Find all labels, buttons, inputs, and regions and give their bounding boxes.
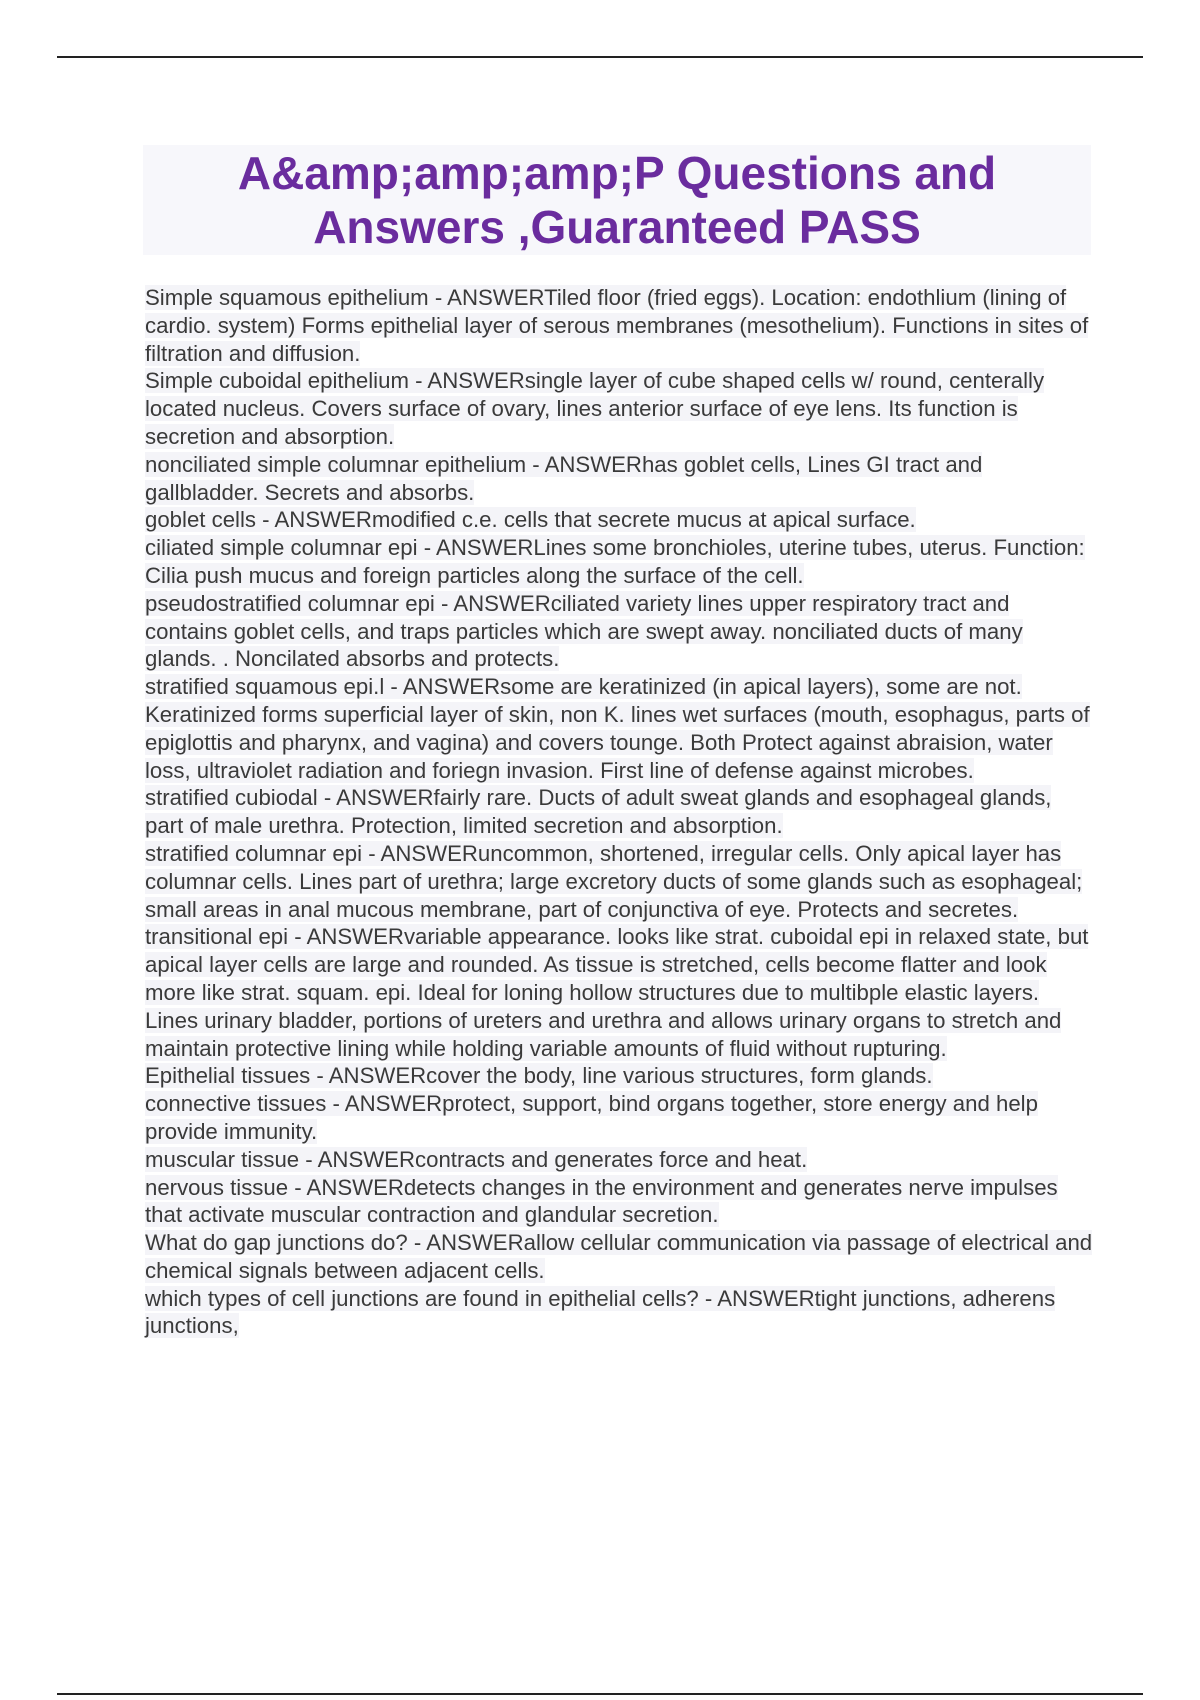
qa-entry-text: stratified squamous epi.l - ANSWERsome are keratinized (in apical layers), some are not. Keratinized forms superficial layer of skin, non K. lines wet surfaces (mouth, esophagus, parts of epiglottis and pharynx, and vagina) and covers tounge. Both Protect against abraision, water loss, ultraviolet radiation and foriegn invasion. First line of defense against microbes. (145, 674, 1090, 783)
qa-entry (145, 1146, 1093, 1174)
qa-entry-text: Simple squamous epithelium - ANSWERTiled floor (fried eggs). Location: endothlium (lining of cardio. system) Forms epithelial layer of serous membranes (mesothelium). Functions in sites of filtration and diffusion. (145, 285, 1089, 366)
qa-entry (145, 451, 1093, 507)
qa-entry-text: nervous tissue - ANSWERdetects changes in the environment and generates nerve impulses that activate muscular contraction and glandular secretion. (145, 1174, 1058, 1228)
qa-entry (145, 534, 1093, 590)
qa-entry-text: pseudostratified columnar epi - ANSWERciliated variety lines upper respiratory tract and contains goblet cells, and traps particles which are swept away. nonciliated ducts of many glands. . Noncilated absorbs and protects. (145, 590, 1023, 672)
qa-entry (145, 1062, 1093, 1090)
document-body (145, 284, 1093, 1340)
qa-entry-text: What do gap junctions do? - ANSWERallow cellular communication via passage of electrical and chemical signals between adjacent cells. (145, 1230, 1093, 1283)
header-rule (57, 56, 1143, 58)
qa-entry-text: stratified columnar epi - ANSWERuncommon, shortened, irregular cells. Only apical layer has columnar cells. Lines part of urethra; large excretory ducts of some glands such as esophageal; small areas in anal mucous membrane, part of conjunctiva of eye. Protects and secretes. (145, 840, 1083, 922)
qa-entry-text: ciliated simple columnar epi - ANSWERLines some bronchioles, uterine tubes, uterus. Function: Cilia push mucus and foreign particles along the surface of the cell. (145, 535, 1085, 588)
document-title: A&amp;amp;amp;P Questions and Answers ,Guaranteed PASS (237, 147, 997, 253)
qa-entry (145, 840, 1093, 923)
qa-entry (145, 506, 1093, 534)
qa-entry (145, 1229, 1093, 1285)
footer-rule (57, 1693, 1143, 1695)
qa-entry-text: connective tissues - ANSWERprotect, support, bind organs together, store energy and help provide immunity. (145, 1091, 1038, 1144)
qa-entry (145, 1090, 1093, 1146)
qa-entry-text: stratified cubiodal - ANSWERfairly rare. Ducts of adult sweat glands and esophageal glands, part of male urethra. Protection, limited secretion and absorption. (145, 785, 1052, 839)
qa-entry (145, 590, 1093, 673)
qa-entry-text: goblet cells - ANSWERmodified c.e. cells that secrete mucus at apical surface. (145, 507, 916, 533)
qa-entry-text: muscular tissue - ANSWERcontracts and generates force and heat. (145, 1146, 808, 1172)
qa-entry (145, 673, 1093, 784)
qa-entry (145, 1285, 1093, 1341)
qa-entry-text: which types of cell junctions are found in epithelial cells? - ANSWERtight junctions, adherens junctions, (145, 1285, 1056, 1339)
qa-entry (145, 923, 1093, 1062)
qa-entry-text: Epithelial tissues - ANSWERcover the body, line various structures, form glands. (145, 1063, 933, 1089)
qa-entry (145, 1174, 1093, 1230)
qa-entry-text: Simple cuboidal epithelium - ANSWERsingle layer of cube shaped cells w/ round, centerally located nucleus. Covers surface of ovary, lines anterior surface of eye lens. Its function is secretion and absorption. (145, 368, 1045, 449)
qa-entry (145, 284, 1093, 367)
qa-entry (145, 784, 1093, 840)
qa-entry (145, 367, 1093, 450)
qa-entry-text: nonciliated simple columnar epithelium - ANSWERhas goblet cells, Lines GI tract and gallbladder. Secrets and absorbs. (145, 451, 983, 505)
qa-entry-text: transitional epi - ANSWERvariable appearance. looks like strat. cuboidal epi in relaxed state, but apical layer cells are large and rounded. As tissue is stretched, cells become flatter and look more like strat. squam. epi. Ideal for loning hollow structures due to multibple elastic layers. Lines urinary bladder, portions of ureters and urethra and allows urinary organs to stretch and maintain protective lining while holding variable amounts of fluid without rupturing. (145, 924, 1089, 1061)
title-banner (143, 145, 1091, 255)
